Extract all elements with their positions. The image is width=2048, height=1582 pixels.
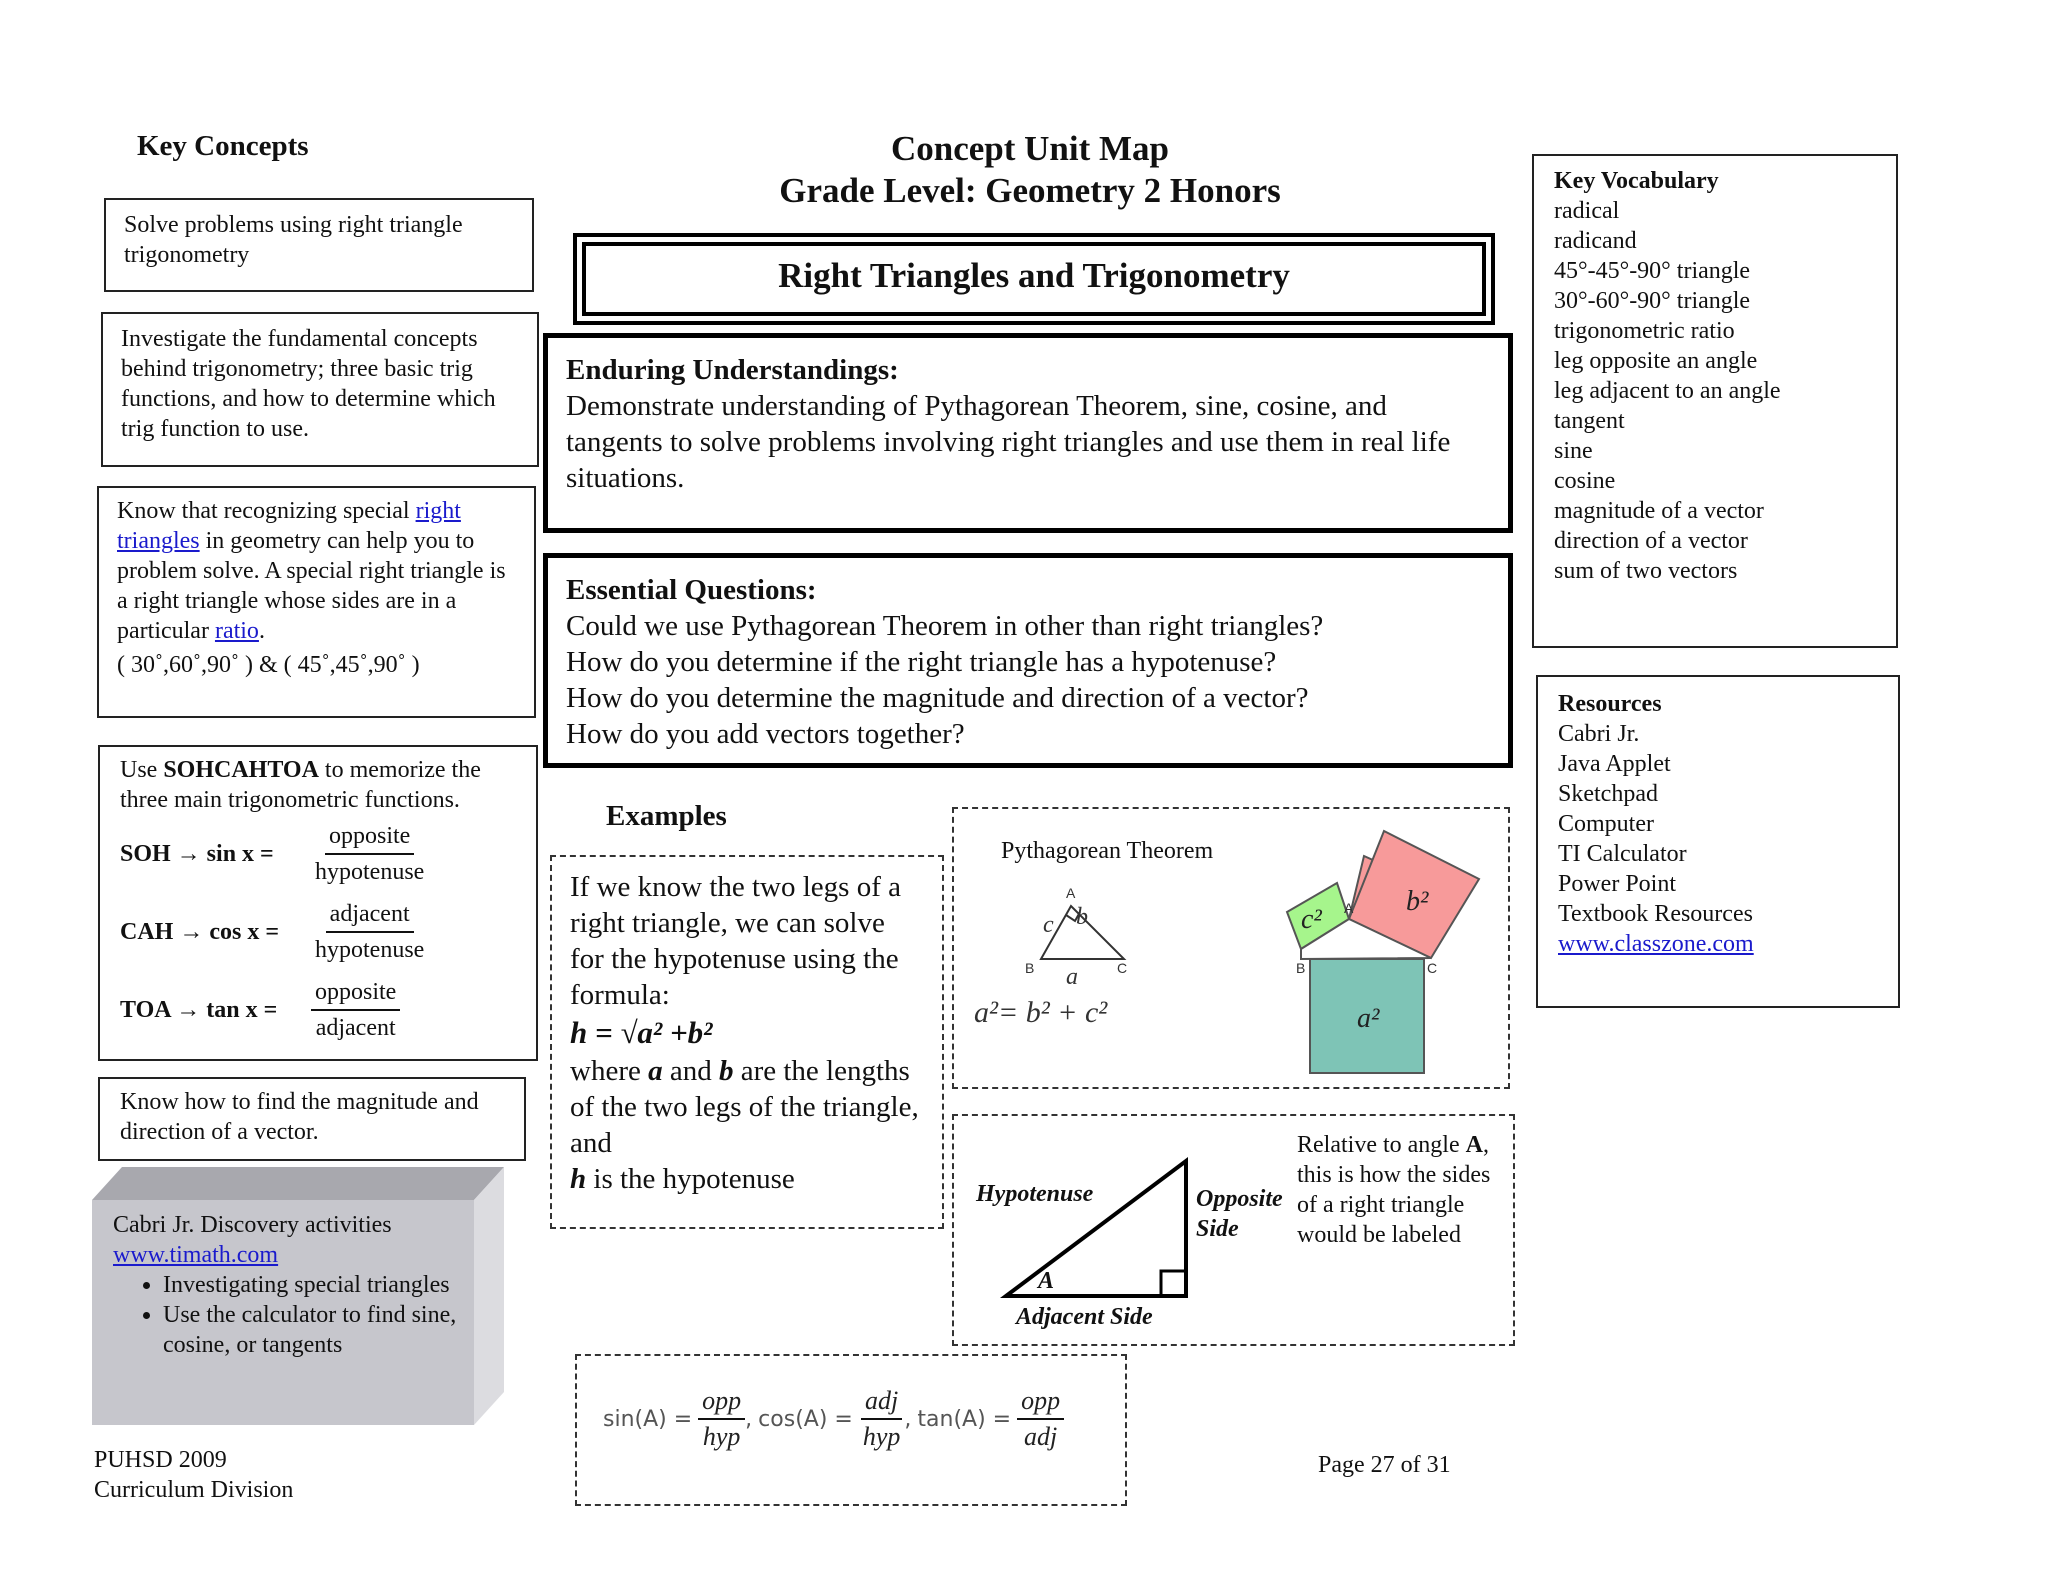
relative-angle-note — [1297, 1130, 1497, 1250]
square-a-label: a² — [1357, 1003, 1380, 1034]
timath-link[interactable]: www.timath.com — [113, 1242, 279, 1268]
sohcahtoa-term: SOHCAHTOA — [163, 757, 319, 783]
formula-label: CAH → cos x = — [120, 919, 279, 945]
classzone-link[interactable]: www.classzone.com — [1558, 931, 1754, 957]
title-line-1: Concept Unit Map — [890, 129, 1170, 168]
vertex-label: A — [1344, 900, 1354, 916]
resource-item: Sketchpad — [1558, 781, 1658, 807]
question: How do you determine the magnitude and direction of a vector? — [566, 682, 1309, 714]
triangle-labels-box — [952, 1114, 1515, 1346]
numerator: opposite — [311, 977, 400, 1011]
var-h: h — [570, 1163, 587, 1195]
vocab-item: leg adjacent to an angle — [1554, 378, 1781, 404]
key-concepts-heading: Key Concepts — [137, 130, 309, 162]
example-text: is the hypotenuse — [586, 1163, 795, 1195]
square-c-label: c² — [1301, 904, 1322, 935]
concept-box-2 — [101, 312, 539, 467]
denominator: hypotenuse — [315, 937, 425, 963]
example-hypotenuse-box — [550, 855, 944, 1229]
cabri-box — [113, 1210, 463, 1360]
concept-text: Investigate the fundamental concepts behind trigonometry; three basic trig functions, and how to determine which trig function to use. — [121, 326, 496, 442]
cabri-box-side — [474, 1167, 504, 1425]
concept-box-5 — [98, 1077, 526, 1161]
right-angle-box — [1161, 1271, 1186, 1296]
example-text: If we know the two legs of a right triangle, we can solve for the hypotenuse using the formula: — [570, 871, 901, 1011]
hypotenuse-formula: h = √a² +b² — [570, 1015, 713, 1050]
concept-text: . — [258, 618, 265, 644]
ratio-link[interactable]: ratio — [214, 618, 259, 644]
vocab-item: sum of two vectors — [1554, 558, 1738, 584]
fraction — [311, 821, 428, 887]
vertex-label: C — [1117, 960, 1128, 976]
vertex-label: C — [1427, 960, 1438, 976]
page-title — [560, 128, 1500, 212]
tan-label: tan(A) = — [917, 1406, 1012, 1432]
numerator: adjacent — [326, 899, 414, 933]
note-text: , this is how the sides of a right triangle would be labeled — [1297, 1132, 1491, 1248]
var-a: a — [648, 1055, 663, 1087]
var-b: b — [718, 1055, 734, 1087]
toa-row — [120, 971, 516, 1049]
pythagorean-box — [952, 807, 1510, 1089]
square-b-label: b² — [1406, 886, 1429, 917]
footer-org: PUHSD 2009 — [94, 1447, 227, 1473]
trig-ratios-box — [575, 1354, 1127, 1506]
examples-heading: Examples — [606, 800, 727, 832]
vocab-item: tangent — [1554, 408, 1625, 434]
formula-label: SOH → sin x = — [120, 841, 274, 867]
numerator: opp — [1017, 1386, 1064, 1420]
cah-row — [120, 893, 516, 971]
vertex-label: B — [1025, 960, 1035, 976]
concept-text: Know that recognizing special — [117, 498, 416, 524]
page-number: Page 27 of 31 — [1318, 1452, 1451, 1478]
note-text: Relative to angle — [1297, 1132, 1466, 1158]
numerator: opp — [698, 1386, 745, 1420]
essential-label: Essential Questions: — [566, 574, 817, 606]
vocab-item: trigonometric ratio — [1554, 318, 1735, 344]
enduring-box — [543, 333, 1513, 533]
question: How do you determine if the right triangle has a hypotenuse? — [566, 646, 1277, 678]
concept-text: Use — [120, 757, 164, 783]
denominator: adj — [1023, 1422, 1058, 1451]
vertex-label: B — [1296, 960, 1306, 976]
example-text: and — [662, 1055, 719, 1087]
example-text: are the lengths of the two legs of the triangle, and — [570, 1055, 919, 1159]
side-label: a — [1066, 964, 1078, 990]
vocab-item: 30°-60°-90° triangle — [1554, 288, 1751, 314]
concept-box-3 — [97, 486, 536, 718]
fraction — [311, 977, 400, 1043]
unit-title: Right Triangles and Trigonometry — [582, 242, 1486, 316]
footer-division: Curriculum Division — [94, 1477, 294, 1503]
concept-box-sohcahtoa — [98, 745, 538, 1061]
resources-box — [1536, 675, 1900, 1008]
concept-text: Solve problems using right triangle trigonometry — [124, 212, 463, 268]
enduring-label: Enduring Understandings: — [566, 354, 899, 386]
note-angle: A — [1465, 1132, 1483, 1158]
vocab-item: 45°-45°-90° triangle — [1554, 258, 1751, 284]
cabri-box-top — [92, 1167, 504, 1200]
resources-title: Resources — [1558, 691, 1662, 717]
side-label: Side — [1196, 1216, 1239, 1242]
vocabulary-box — [1532, 154, 1898, 648]
denominator: hyp — [862, 1422, 901, 1451]
pythagorean-equation: a²= b² + c² — [974, 996, 1108, 1029]
essential-box — [543, 553, 1513, 768]
fraction — [1017, 1386, 1064, 1452]
fraction — [859, 1386, 905, 1452]
separator: , — [745, 1406, 753, 1432]
resource-item: Power Point — [1558, 871, 1677, 897]
resource-item: Cabri Jr. — [1558, 721, 1640, 747]
fraction — [698, 1386, 745, 1452]
denominator: hypotenuse — [315, 859, 425, 885]
denominator: hyp — [702, 1422, 741, 1451]
resource-item: Java Applet — [1558, 751, 1671, 777]
enduring-text: Demonstrate understanding of Pythagorean Theorem, sine, cosine, and tangents to solve problems involving right triangles and use them in real life situations. — [566, 390, 1451, 494]
side-label: c — [1043, 912, 1054, 938]
special-angles: ( 30˚,60˚,90˚ ) & ( 45˚,45˚,90˚ ) — [117, 652, 420, 678]
adjacent-label: Adjacent Side — [1016, 1304, 1153, 1330]
vocab-item: magnitude of a vector — [1554, 498, 1764, 524]
numerator: adj — [861, 1386, 902, 1420]
cos-label: cos(A) = — [758, 1406, 853, 1432]
vocab-item: leg opposite an angle — [1554, 348, 1758, 374]
example-explain — [570, 1053, 924, 1161]
vocab-item: direction of a vector — [1554, 528, 1748, 554]
denominator: adjacent — [315, 1015, 396, 1041]
question: How do you add vectors together? — [566, 718, 965, 750]
resource-item: Textbook Resources — [1558, 901, 1753, 927]
vocab-item: radical — [1554, 198, 1620, 224]
numerator: opposite — [325, 821, 414, 855]
question: Could we use Pythagorean Theorem in other than right triangles? — [566, 610, 1324, 642]
fraction — [311, 899, 428, 965]
resource-item: TI Calculator — [1558, 841, 1687, 867]
footer-left — [94, 1445, 293, 1505]
list-item: • Use the calculator to find sine, cosine, or tangents — [163, 1300, 463, 1360]
list-item: • Investigating special triangles — [163, 1270, 463, 1300]
title-line-2: Grade Level: Geometry 2 Honors — [779, 171, 1281, 210]
soh-row — [120, 815, 516, 893]
hypotenuse-label: Hypotenuse — [976, 1181, 1094, 1207]
concept-box-1 — [104, 198, 534, 292]
vocab-item: cosine — [1554, 468, 1616, 494]
separator: , — [904, 1406, 912, 1432]
opposite-label: Opposite — [1196, 1186, 1283, 1212]
vocab-item: radicand — [1554, 228, 1637, 254]
angle-a-label: A — [1038, 1268, 1055, 1294]
vertex-label: A — [1066, 885, 1076, 901]
side-label: b — [1076, 904, 1088, 930]
right-triangles-link[interactable]: right triangles — [117, 498, 461, 554]
example-text: where — [570, 1055, 649, 1087]
pythagorean-diagram — [954, 809, 1508, 1087]
cabri-title: Cabri Jr. Discovery activities — [113, 1212, 392, 1238]
resource-item: Computer — [1558, 811, 1654, 837]
sin-label: sin(A) = — [603, 1406, 693, 1432]
vocabulary-title: Key Vocabulary — [1554, 168, 1719, 194]
unit-title-frame — [573, 233, 1495, 325]
cabri-list — [113, 1270, 463, 1360]
pythagorean-title: Pythagorean Theorem — [1001, 838, 1214, 864]
vocab-item: sine — [1554, 438, 1593, 464]
formula-label: TOA → tan x = — [120, 997, 278, 1023]
concept-text: in geometry can help you to problem solve. A special right triangle is a right triangle whose sides are in a particular — [117, 528, 506, 644]
concept-text: to memorize the three main trigonometric functions. — [120, 757, 481, 813]
trig-ratios — [603, 1386, 1064, 1452]
concept-text: Know how to find the magnitude and direction of a vector. — [120, 1089, 479, 1145]
